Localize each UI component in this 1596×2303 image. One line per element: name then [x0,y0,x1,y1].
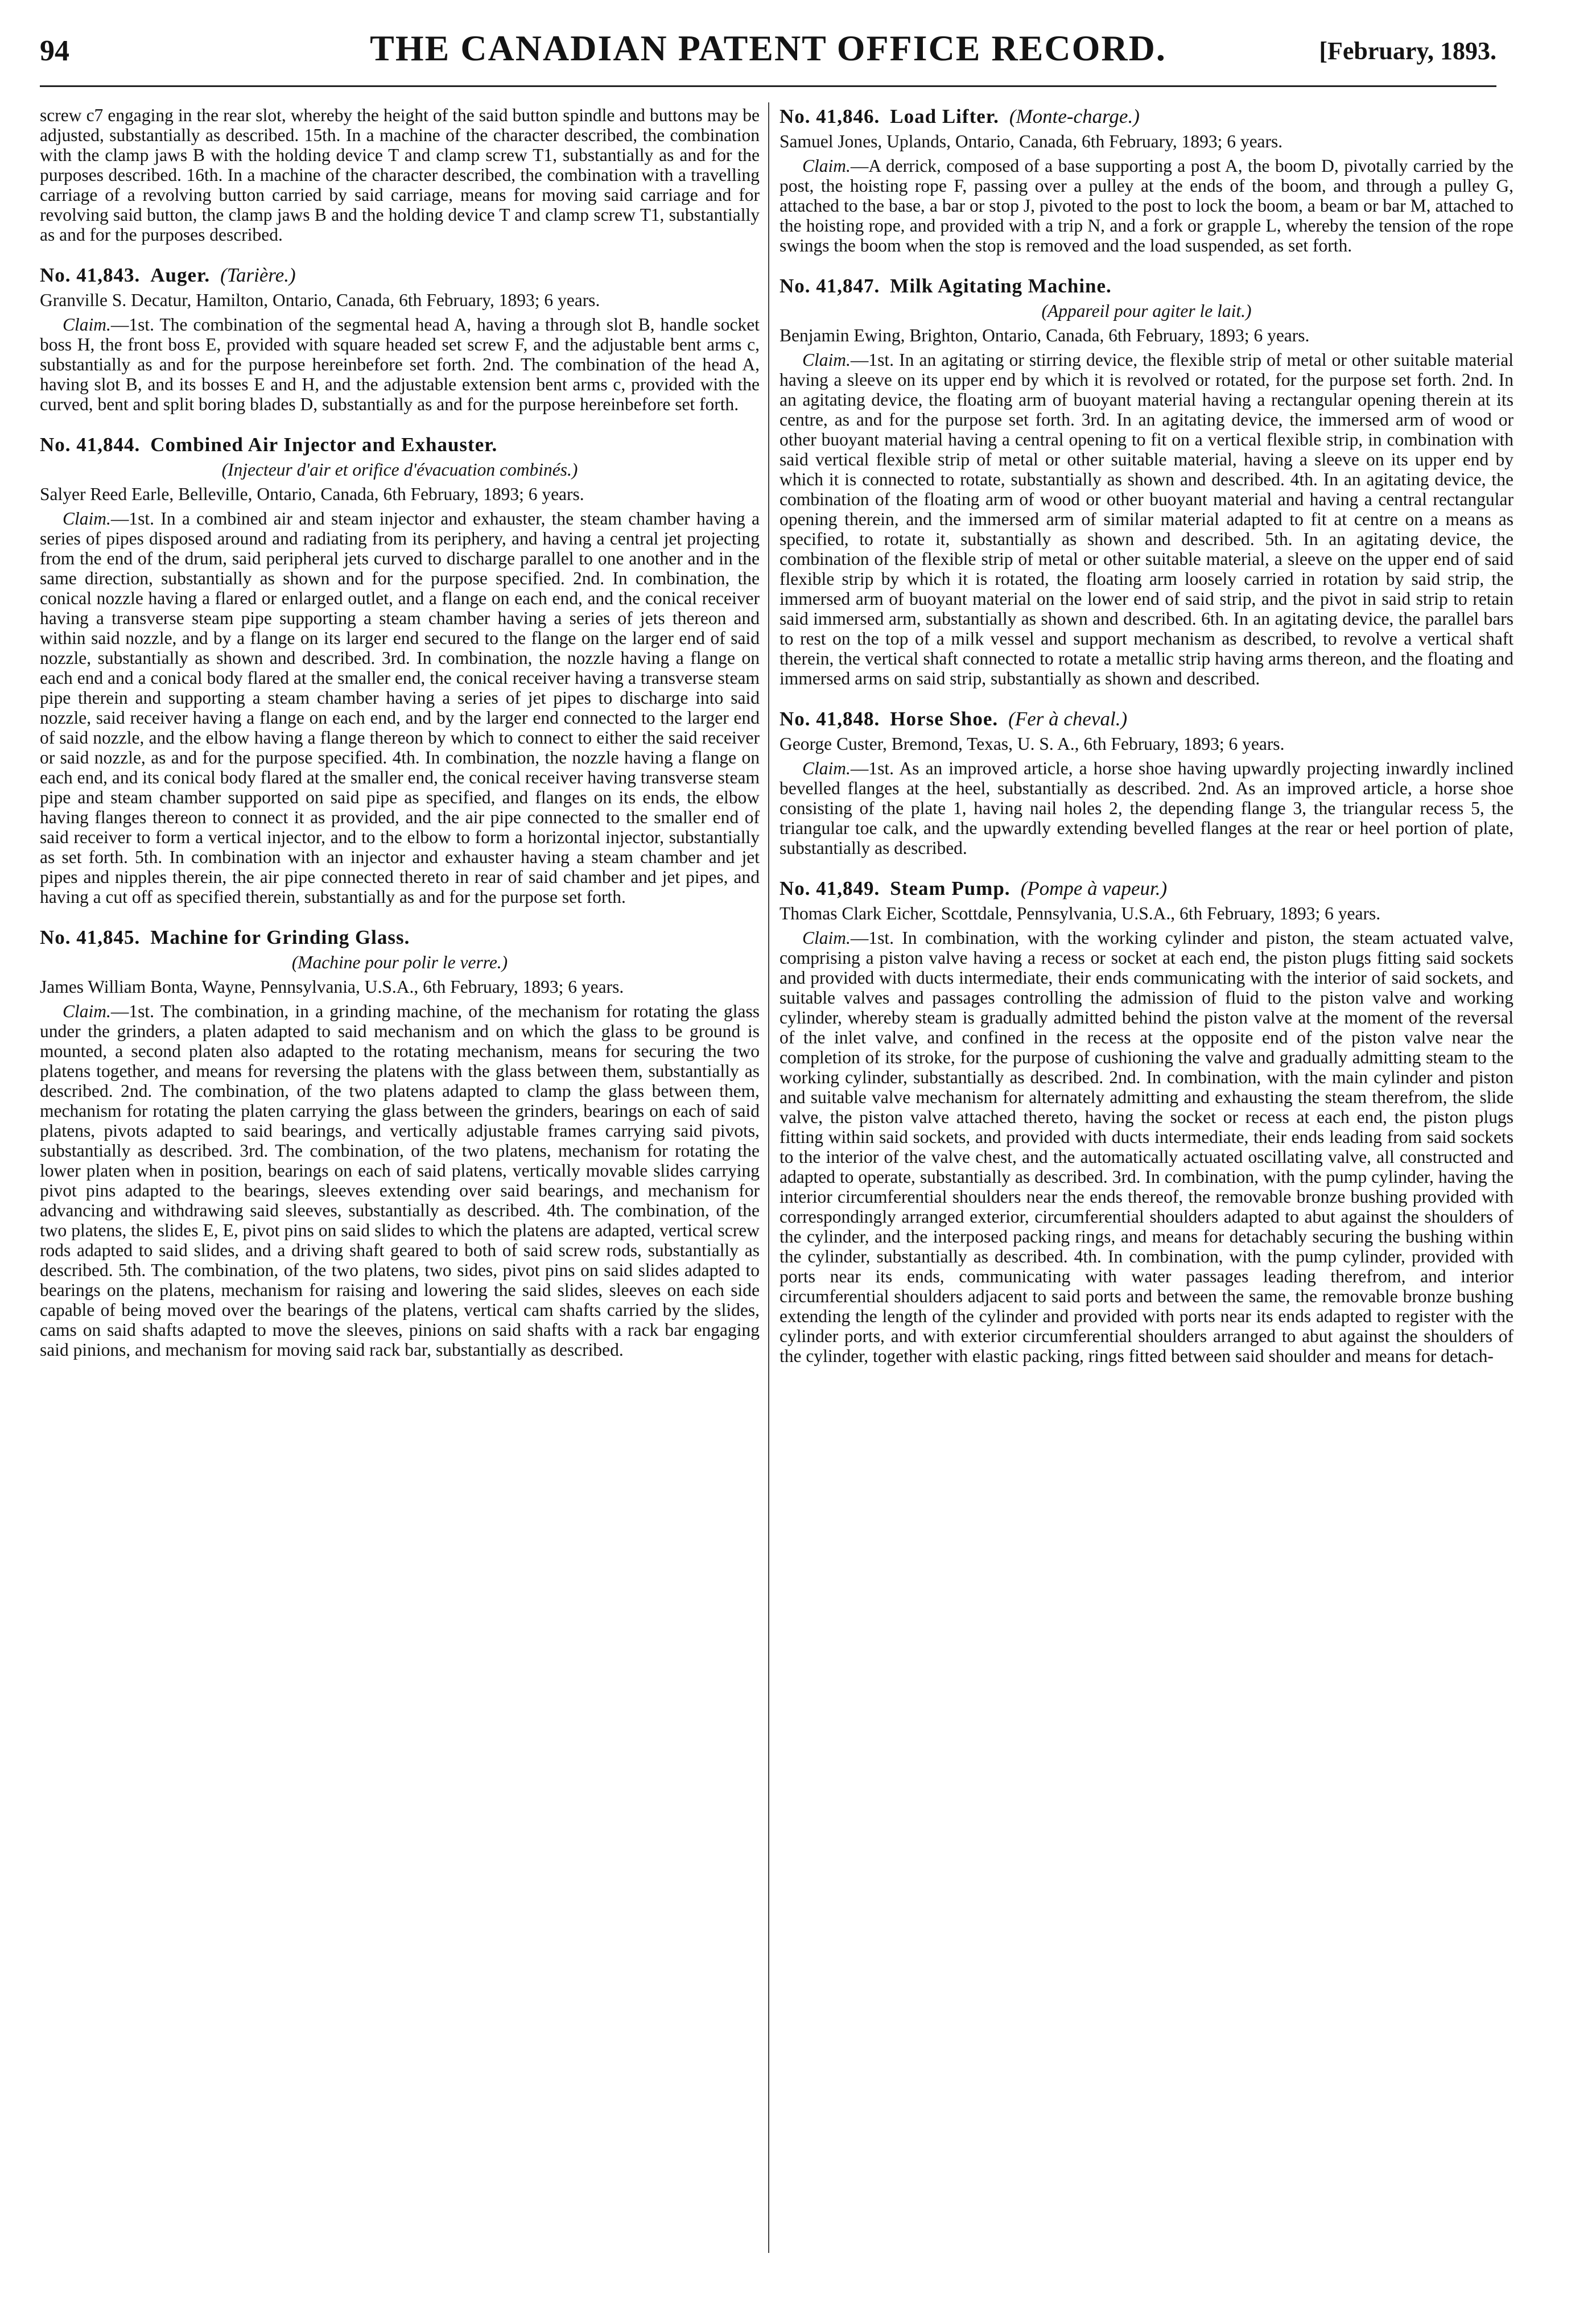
claim-label: Claim. [802,350,851,370]
claim-label: Claim. [802,758,851,778]
patent-number: No. 41,848. [780,708,880,730]
patent-name: Milk Agitating Machine. [890,275,1112,297]
patent-claim [40,315,760,414]
claim-text: —1st. The combination, in a grinding machine, of the mechanism for rotating the glass under the grinders, a platen adapted to said mechanism and on which the glass to be ground is mounted, a second platen also adapted to the rotating mechanism, means for securing the two platens together, and means for reversing the platens with the glass between them, substantially as described. 2nd. The combination, of the two platens adapted to clamp the glass between them, mechanism for rotating the platen carrying the glass between the grinders, bearings on each of said platens, pivots adapted to said bearings, and vertically adjustable frames carrying said pivots, substantially as described. 3rd. The combination, of the two platens, mechanism for rotating the lower platen when in position, bearings on each of said platens, vertically movable slides carrying pivot pins adapted to the bearings, sleeves extending over said bearings, and mechanism for advancing and withdrawing said sleeves, substantially as described. 4th. The combination, of the two platens, the slides E, E, pivot pins on said slides to which the platens are adapted, vertical screw rods adapted to said slides, and a driving shaft geared to both of said screw rods, substantially as described. 5th. The combination, of the two platens, two sides, pivot pins on said slides adapted to bearings on the platens, mechanism for raising and lowering the said slides, sleeves on each side capable of being moved over the bearings of the platens, vertical cam shafts carried by the slides, cams on said shafts adapted to move the sleeves, pinions on said shafts with a rack bar engaging said pinions, and mechanism for moving said rack bar, substantially as described. [40,1001,760,1360]
claim-text: —1st. As an improved article, a horse shoe having upwardly projecting inwardly inclined bevelled flanges at the heel, substantially as described. 2nd. As an improved article, a horse shoe consisting of the plate 1, having nail holes 2, the depending flange 3, the triangular recess 5, the triangular toe calk, and the upwardly extending bevelled flanges at the rear or heel portion of plate, substantially as described. [780,758,1513,858]
page-date: [February, 1893. [1319,37,1496,65]
patent-number: No. 41,845. [40,926,141,948]
claim-label: Claim. [63,509,111,529]
patent-name: Machine for Grinding Glass. [150,926,410,948]
patent-title [40,926,760,949]
page-number: 94 [40,35,69,67]
claim-text: —A derrick, composed of a base supporting a post A, the boom D, pivotally carried by the post, the hoisting rope F, passing over a pulley at the ends of the boom, and through a pulley G, attached to the base, a bar or stop J, pivoted to the post to lock the boom, a beam or bar M, attached to the hoisting rope, and provided with a trip N, and a fork or grapple L, whereby the tension of the rope swings the boom when the stop is removed and the load suspended, as set forth. [780,156,1513,255]
patent-number: No. 41,844. [40,434,141,456]
claim-text: —1st. In a combined air and steam injector and exhauster, the steam chamber having a series of pipes disposed around and radiating from its periphery, and having a central jet projecting from the end of the drum, said peripheral jets curved to discharge parallel to one another and in the same direction, substantially as shown and for the purpose specified. 2nd. In combination, the conical nozzle having a flared or enlarged outlet, and a flange on each end, and the conical receiver having a transverse steam pipe supporting a steam chamber having a series of jets thereon and within said nozzle, and by a flange on its larger end secured to the flange on the larger end of said nozzle, substantially as shown and described. 3rd. In combination, the nozzle having a flange on each end and a conical body flared at the smaller end, the conical receiver having a transverse steam pipe therein and supporting a steam chamber having a series of jet pipes to discharge into said nozzle, said receiver having a flange on each end, and by the larger end connected to the larger end of said nozzle, and the elbow having a flange thereon by which to connect to either the said receiver or said nozzle, as and for the purpose specified. 4th. In combination, the nozzle having a flange on each end, and its conical body flared at the smaller end, the conical receiver having transverse steam pipe and steam chamber supported on said pipe as specified, and flanges on its ends, the elbow having flanges thereon to connect it as provided, and the air pipe connected to the smaller end of said receiver to form a vertical injector, and to the elbow to form a horizontal injector, substantially as set forth. 5th. In combination with an injector and exhauster having a steam chamber and jet pipes and nipples therein, the air pipe connected thereto in rear of said chamber and jet pipes, and having a cut off as specified therein, substantially as and for the purpose set forth. [40,509,760,907]
patent-claim [780,928,1513,1366]
claim-text: —1st. In combination, with the working cylinder and piston, the steam actuated valve, comprising a piston valve having a recess or socket at each end, the piston plugs fitting said sockets and provided with ducts intermediate, their ends communicating with the interior of said sockets, and suitable valves and passages controlling the admission of fluid to the piston valve and working cylinder, whereby steam is gradually admitted behind the piston valve at the moment of the reversal of the inlet valve, and confined in the recess at the opposite end of the piston valve near the completion of its stroke, for the purpose of cushioning the valve and gradually admitting steam to the working cylinder, substantially as described. 2nd. In combination, with the main cylinder and piston and suitable valve mechanism for alternately admitting and exhausting the steam therefrom, the slide valve, the piston valve attached thereto, having the socket or recess at each end, the piston plugs fitting within said sockets, and provided with ducts intermediate, their ends leading from said sockets to the interior of the valve chest, and the automatically actuated oscillating valve, all constructed and adapted to operate, substantially as described. 3rd. In combination, with the pump cylinder, having the interior circumferential shoulders near the ends thereof, the removable bronze bushing provided with correspondingly arranged exterior, circumferential shoulders adapted to abut against the shoulders of the cylinder, and the interposed packing rings, and means for detachably securing the bushing within the cylinder, substantially as described. 4th. In combination, with the pump cylinder, provided with ports near its ends, communicating with water passages leading therefrom, and interior circumferential shoulders adjacent to said ports and between the same, the removable bronze bushing extending the length of the cylinder and provided with ports near its ends adapted to register with the cylinder ports, and with exterior circumferential shoulders arranged to abut against the shoulders of the cylinder, together with elastic packing, rings fitted between said shoulder and means for detach- [780,928,1513,1366]
patent-title [40,264,760,287]
patent-name: Horse Shoe. [890,708,999,730]
patent-claim [780,156,1513,255]
continuation-text: screw c7 engaging in the rear slot, whereby the height of the said button spindle and buttons may be adjusted, substantially as described. 15th. In a machine of the character described, the combination with the clamp jaws B with the holding device T and clamp screw T1, substantially as and for the purposes described. 16th. In a machine of the character described, the combination with a travelling carriage of a revolving button carried by said carriage, means for moving said carriage and for revolving said button, the clamp jaws B and the holding device T and clamp screw T1, substantially as and for the purposes described. [40,105,760,245]
patent-entry [780,708,1513,858]
patent-title [780,275,1513,298]
patent-name: Auger. [150,264,211,286]
claim-text: —1st. In an agitating or stirring device, the flexible strip of metal or other suitable material having a sleeve on its upper end by which it is revolved or rotated, for the purpose set forth. 2nd. In an agitating device, the floating arm of buoyant material having a rectangular opening therein at its centre, as and for the purpose set forth. 3rd. In an agitating device, the immersed arm of wood or other buoyant material having a central opening to fit on a vertical flexible strip, in combination with said vertical flexible strip of metal or other suitable material, having a sleeve on its upper end by which it is connected to rotate, substantially as shown and described. 4th. In an agitating device, the combination of the floating arm of wood or other buoyant material and having a central rectangular opening therein, and the immersed arm of similar material adapted to fit at centre on a means as specified, to rotate it, substantially as shown and described. 5th. In an agitating device, the combination of the flexible strip of metal or other suitable material, a sleeve on the upper end of said flexible strip by which it is rotated, the floating arm loosely carried in rotation by said strip, the immersed arm of buoyant material on the lower end of said strip, and the pivot in said strip to retain said immersed arm, substantially as shown and described. 6th. In an agitating device, the parallel bars to rest on the top of a milk vessel and support mechanism as described, to revolve a vertical shaft therein, the vertical shaft connected to rotate a metallic strip having arms thereon, and the floating and immersed arms on said strip, substantially as shown and described. [780,350,1513,688]
patent-number: No. 41,849. [780,877,880,899]
claim-label: Claim. [63,315,111,335]
patent-claim [40,1001,760,1360]
patent-entry [780,275,1513,688]
left-column [40,105,760,1360]
patent-number: No. 41,847. [780,275,880,297]
patent-title [780,877,1513,900]
patent-name: Load Lifter. [890,105,999,127]
patent-entry [40,434,760,907]
patent-grantee: Granville S. Decatur, Hamilton, Ontario, Canada, 6th February, 1893; 6 years. [40,290,600,310]
patent-title [780,105,1513,128]
patent-claim [780,350,1513,688]
patent-claim [780,758,1513,858]
page-title: THE CANADIAN PATENT OFFICE RECORD. [370,28,1166,68]
right-column [780,105,1513,1366]
patent-french-title: (Machine pour polir le verre.) [291,952,508,972]
claim-label: Claim. [802,156,851,176]
patent-claim [40,509,760,907]
patent-french-title: (Tarière.) [220,264,296,286]
patent-entry [40,926,760,1360]
patent-grantee: Thomas Clark Eicher, Scottdale, Pennsylvania, U.S.A., 6th February, 1893; 6 years. [780,903,1381,923]
patent-french-title: (Pompe à vapeur.) [1020,877,1168,899]
patent-title [40,434,760,456]
patent-number: No. 41,846. [780,105,880,127]
patent-entry [780,877,1513,1366]
patent-entry [780,105,1513,255]
patent-french-title: (Appareil pour agiter le lait.) [1041,301,1252,321]
patent-grantee: Salyer Reed Earle, Belleville, Ontario, Canada, 6th February, 1893; 6 years. [40,484,584,504]
patent-grantee: James William Bonta, Wayne, Pennsylvania, U.S.A., 6th February, 1893; 6 years. [40,977,624,997]
patent-number: No. 41,843. [40,264,141,286]
claim-label: Claim. [802,928,851,948]
header-rule [40,85,1496,87]
patent-grantee: George Custer, Bremond, Texas, U. S. A., 6th February, 1893; 6 years. [780,734,1285,754]
patent-name: Steam Pump. [890,877,1011,899]
patent-french-title: (Monte-charge.) [1009,105,1140,127]
claim-label: Claim. [63,1001,111,1021]
claim-text: —1st. The combination of the segmental head A, having a through slot B, handle socket boss H, the front boss E, provided with square headed set screw F, and the adjustable bent arms c, substantially as and for the purpose hereinbefore set forth. 2nd. The combination of the head A, having slot B, and its bosses E and H, and the adjustable extension bent arms c, provided with the curved, bent and split boring blades D, substantially as and for the purpose hereinbefore set forth. [40,315,760,414]
column-divider [768,102,769,2253]
patent-entry [40,264,760,414]
patent-french-title: (Injecteur d'air et orifice d'évacuation combinés.) [221,460,578,480]
patent-french-title: (Fer à cheval.) [1008,708,1128,730]
patent-grantee: Benjamin Ewing, Brighton, Ontario, Canada, 6th February, 1893; 6 years. [780,325,1310,345]
patent-grantee: Samuel Jones, Uplands, Ontario, Canada, 6th February, 1893; 6 years. [780,131,1283,151]
patent-title [780,708,1513,730]
patent-name: Combined Air Injector and Exhauster. [150,434,498,456]
